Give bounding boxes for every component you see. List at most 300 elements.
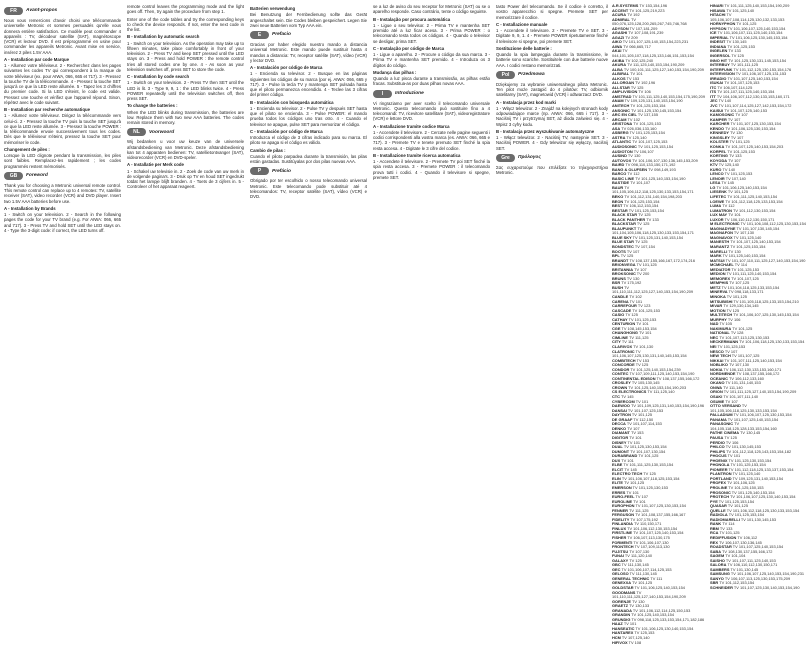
brand-name: PHONOLA xyxy=(710,462,730,468)
paragraph: Cuando el piloto parpadea durante la transmisión, las pilas están gastadas. Sustitúyalas por dos pilas nuevas AAA. xyxy=(250,153,367,164)
brand-name: ICE xyxy=(710,30,717,36)
brand-codes: TV 137,155 xyxy=(636,112,658,118)
brand-name: GELOSO xyxy=(612,571,629,577)
brand-codes: TV 101,107,125 xyxy=(730,353,760,359)
brand-codes: TV 107,140 xyxy=(724,175,746,181)
brand-codes: TV 101,107,125,140,153,154 xyxy=(632,530,684,536)
brand-name: ASA xyxy=(612,125,621,131)
section-heading: B - Instalação por procura automática xyxy=(373,16,451,22)
brand-codes: TV 101,106,107,125,130,145,153,154 xyxy=(732,312,799,318)
brand-codes: TV 101,112,125,130,153,154,176 xyxy=(732,66,792,72)
brand-name: GORENJE xyxy=(612,598,632,604)
brand-codes: TV 101,125,153 xyxy=(723,171,753,177)
section-heading: A - Installazione tramite codice Marca xyxy=(373,123,450,129)
brand-name: RANK xyxy=(710,521,722,527)
brand-name: ITS xyxy=(710,89,717,95)
brand-name: SAMBERS xyxy=(710,566,730,572)
brand-codes: TV 192 xyxy=(626,12,640,18)
column-english-dutch xyxy=(127,4,244,668)
brand-codes: TV 106,110,112,130,150,171 xyxy=(723,216,775,222)
language-header-es xyxy=(250,31,367,39)
paragraph: Quando a luz pisca durante a transmissão, as pilhas estão fracas. Substitua-as por duas pilhas novas AAA. xyxy=(373,76,490,87)
brand-name: KENDO xyxy=(710,125,725,131)
brand-codes: TV 107,108,191,239 xyxy=(627,30,664,36)
brand-codes: TV 101,112,131,140,154,198,203 xyxy=(623,193,682,199)
brand-codes: TV 107,130 xyxy=(727,362,750,368)
paragraph: 1 - Allumez votre téléviseur. Dirigez la télécommande vers celui-ci. 2 - Pressez la touche TV puis la touche SET jusqu'à ce que la LED reste allumée. 3 - Pressez la touche POWER : la télécommande envoie successivement tous les codes. Dès que le téléviseur s'éteint, pressez la touche SET pour mémoriser le code. xyxy=(4,113,121,145)
brand-name: DAEWOO xyxy=(612,403,630,409)
brand-codes: TV 101,125 xyxy=(718,530,740,536)
brand-name: AUTOVOX xyxy=(612,157,632,163)
brand-codes: TV 101,106,107,125,140,153,154,190,231 xyxy=(729,571,805,577)
brand-codes: TV 106 xyxy=(726,316,741,322)
brand-name: KENNEDY xyxy=(710,130,730,136)
brand-name: DIGITOR xyxy=(612,434,629,440)
brand-name: GRUNDIG xyxy=(612,616,631,622)
brand-codes: TV 101,125,131,140,153,154 xyxy=(631,234,684,240)
brand-name: KARCHER xyxy=(710,121,730,127)
brand-codes: TV 101,125,153 xyxy=(730,266,760,272)
brand-name: HORNYPHON xyxy=(710,21,736,27)
brand-codes: TV 101 xyxy=(628,434,642,440)
brand-codes: TV 101,106,125,130,140,153,154 xyxy=(634,625,694,631)
brand-codes: TV 101,125,153,154 xyxy=(636,143,674,149)
brand-name: FUNAI xyxy=(612,553,624,559)
brand-name: KORTING xyxy=(710,153,728,159)
brand-name: ELBE xyxy=(612,462,623,468)
brand-codes: TV 111,130,145 xyxy=(628,571,657,577)
brand-name: MARELLI xyxy=(710,248,728,254)
brand-codes: TV 107,125,140 xyxy=(620,635,650,641)
brand-codes: TV 101,111,125 xyxy=(729,62,759,68)
column-spanish xyxy=(250,4,367,668)
brand-codes: TV 100,101,111,125,127,140,153,154,190,209 xyxy=(622,66,704,72)
brand-name: SAISHO xyxy=(710,557,725,563)
brand-codes: TV 125,153 xyxy=(633,630,655,636)
brand-codes: TV 125,140 xyxy=(625,134,647,140)
brand-name: INTERFUNK xyxy=(710,66,733,72)
brand-codes: TV 101 xyxy=(626,439,641,445)
brand-name: INTERBUY xyxy=(710,62,730,68)
brand-name: PHOENIX xyxy=(710,457,728,463)
brand-codes: TV 101,125 xyxy=(635,262,657,268)
language-title: Avant-propos xyxy=(26,8,58,14)
brand-codes: TV 125 xyxy=(628,557,642,563)
brand-codes: TV 101 xyxy=(634,398,649,404)
brand-name: AUSIND xyxy=(612,153,627,159)
brand-codes: TV 098,118,133,171 xyxy=(727,289,764,295)
brand-codes: TV 125 xyxy=(723,434,737,440)
brand-name: KOLSTER xyxy=(710,139,729,145)
brand-name: NESCO xyxy=(710,348,724,354)
brand-name: REX xyxy=(710,539,718,545)
brand-name: AUDIOTON xyxy=(612,148,633,154)
brand-codes: TV 101,104,105,106,118,125,130,133,153,154,171 xyxy=(612,225,694,236)
paragraph: 1 - Włącz telewizor. 2 - Znajdź na kolejnych stronach kody odpowiadające marce (np. AIWA: 066, 665 i 717). 3 - Naciśnij TV i przytrzymaj SET, aż dioda zaświeci się. 4 - Wpisz 3 cyfry kodu. xyxy=(496,105,608,127)
language-header-pt xyxy=(250,167,367,175)
brand-name: GENERAL TECHNIC xyxy=(612,575,650,581)
brand-codes: TV 098,118,125,133,153,154,171,182,186 xyxy=(630,616,705,622)
brand-name: BESTAR xyxy=(612,207,628,213)
brand-codes: TV 153 xyxy=(625,75,640,81)
brand-name: RCA xyxy=(710,530,719,536)
language-badge: E xyxy=(250,31,269,39)
brand-name: MARK xyxy=(710,253,722,259)
brand-name: ERRES xyxy=(612,489,626,495)
brand-codes: TV 050,076,125,128,200,265,267,745,746,768 xyxy=(612,16,687,27)
brand-codes: TV 101,107,110,111,125,127,140,153,154,190 xyxy=(724,257,806,263)
brand-code-entry xyxy=(612,641,707,646)
brand-codes: TV 110,150,171 xyxy=(632,521,662,527)
brand-name: ARC EN CIEL xyxy=(612,112,637,118)
brand-codes: TV 153 xyxy=(635,357,650,363)
language-title: Prefacio xyxy=(272,32,291,38)
brand-name: SBR xyxy=(710,580,719,586)
brand-codes: TV 098,110,133,150,171,192 xyxy=(624,162,676,168)
brand-codes: TV 101,125,130,153,154 xyxy=(622,444,667,450)
language-title: Voorwoord xyxy=(149,129,175,135)
brand-name: BASTIDE xyxy=(612,180,630,186)
language-badge: FR xyxy=(4,7,23,15)
brand-name: ALKOS xyxy=(612,75,626,81)
brand-codes: TV 101,112,153,154 xyxy=(718,580,755,586)
brand-name: CTC xyxy=(612,394,620,400)
paragraph: Introduzca el código de 3 cifras indicado para su marca. El piloto se apaga si el código es válido. xyxy=(250,135,367,146)
brand-name: ARISTONA xyxy=(612,121,633,127)
brand-name: ROADSTAR xyxy=(710,544,732,550)
brand-codes: TV 130 xyxy=(727,248,741,254)
paragraph: Σας ευχαριστούμε που επιλέξατε το τηλεχειριστήριο Metronic. xyxy=(496,164,608,175)
brand-name: KINGSLEY xyxy=(710,134,730,140)
brand-codes: TV 101 xyxy=(727,212,741,218)
brand-codes: TV 101,107,125,140,153,154 xyxy=(726,416,779,422)
section-heading: To change the batteries : xyxy=(127,103,178,109)
brand-name: BLACKSTAR xyxy=(612,221,636,227)
brand-name: MAGNADYNE xyxy=(710,225,736,231)
language-header-pl xyxy=(496,71,608,79)
brand-name: PANASONIC xyxy=(710,421,734,427)
brand-codes: TV 101,125,153 xyxy=(726,148,755,154)
brand-name: MANESTH xyxy=(710,239,730,245)
paragraph: Gracias por haber elegido nuestro mando a distancia universal Metronic. Este mando puede sustituir hasta 4 mandos a distancia: TV, receptor satélite (SAT), vídeo (VCR) y lector DVD. xyxy=(250,42,367,63)
brand-codes: TV 101,125,130,153 xyxy=(631,484,668,490)
brand-codes: TV 106 xyxy=(724,439,739,445)
brand-codes: TV 101,106,107,125,130,153,154 xyxy=(732,412,792,418)
paragraph: 1 - Włącz telewizor. 2 - Naciśnij TV, następnie SET. 3 - Naciśnij POWER. 4 - Gdy telewizor się wyłączy, naciśnij SET. xyxy=(496,135,608,151)
brand-codes: TV 101,106,107,130,136,145,153,209 xyxy=(631,157,698,163)
brand-codes: TV 101,125,140 xyxy=(725,7,755,13)
brand-name: DENKO xyxy=(612,425,627,431)
section-heading: B - Instalación con búsqueda automática xyxy=(250,99,334,105)
brand-name: OKANO xyxy=(710,380,725,386)
brand-name: BAIRD xyxy=(612,162,625,168)
brand-codes: TV 101,107,111,140 xyxy=(722,394,759,400)
brand-codes: TV 106,110,112,130,150,171 xyxy=(726,562,778,568)
brand-name: CARENA xyxy=(612,298,629,304)
brand-codes: TV 101,112,130,153,154 xyxy=(731,207,776,213)
brand-codes: TV 145 xyxy=(720,180,734,186)
paragraph: When the LED blinks during transmission, the batteries are low. Replace them with two new AAA batteries. The codes remain stored in memory. xyxy=(127,109,244,125)
brand-name: FINLANDIA xyxy=(612,521,633,527)
brand-codes: TV 101,125,153 xyxy=(632,121,661,127)
brand-name: AIKO xyxy=(612,39,622,45)
brand-codes: TV 101 xyxy=(628,298,643,304)
brand-name: BLUE SKY xyxy=(612,234,632,240)
brand-codes: TV 105,130,145 xyxy=(630,380,660,386)
brand-name: FENNER xyxy=(612,507,628,513)
brand-codes: TV 101,125,153,154 xyxy=(729,243,766,249)
brand-name: ASTRA xyxy=(612,134,626,140)
brand-codes: TV 140 xyxy=(721,166,736,172)
brand-codes: TV 104,105,118,125,128,133,153,154,160 xyxy=(710,421,777,431)
brand-name: ANAM xyxy=(612,98,624,104)
brand-codes: TV 101,106,107,125,130,140,153,154 xyxy=(729,494,796,500)
brand-codes: TV 107,175,192 xyxy=(629,516,658,522)
brand-name: DISNEY xyxy=(612,439,627,445)
brand-codes: TV 125 xyxy=(633,239,648,245)
brand-name: PROFEX xyxy=(710,480,726,486)
brand-codes: TV 107,109,111,125,140,153,154,190 xyxy=(628,371,695,377)
brand-name: ARCAM xyxy=(612,116,627,122)
brand-codes: TV 101,125 xyxy=(631,580,653,586)
section-heading: B - Installation by automatic search xyxy=(127,34,200,40)
brand-name: FUJITSU xyxy=(612,548,629,554)
brand-codes: TV 101,130,145,153 xyxy=(724,444,761,450)
brand-name: PAUSA xyxy=(710,434,724,440)
brand-codes: TV 101,106,107,114,125,153 xyxy=(620,566,672,572)
brand-codes: TV 108 xyxy=(627,639,642,645)
brand-name: NAD xyxy=(710,321,719,327)
brand-name: HANSEATIC xyxy=(612,625,635,631)
section-heading: B - Installazione tramite ricerca automatica xyxy=(373,152,461,158)
brand-name: CLATRONIC xyxy=(612,348,635,354)
language-badge: P xyxy=(250,167,269,175)
brand-codes: TV 101,125 xyxy=(637,453,659,459)
brand-codes: TV 107 xyxy=(727,157,741,163)
brand-name: A.R.SYSTEMS xyxy=(612,4,639,8)
brand-codes: TV 106,112 xyxy=(736,534,758,540)
brand-codes: TV 101,125,219,223 xyxy=(628,7,665,13)
brand-codes: TV 101,107,114,153 xyxy=(625,421,662,427)
brand-codes: TV 107 xyxy=(724,398,738,404)
brand-name: ITC xyxy=(710,84,717,90)
brand-codes: TV 101,107,111,125,140,153 xyxy=(724,557,776,563)
brand-codes: TV 101,125,130,145,153,154 xyxy=(629,107,682,113)
brand-codes: TV 111,125,140,153,154,190,209 xyxy=(626,62,685,68)
brand-name: ADYSON xyxy=(612,25,629,31)
brand-codes: TV 101 xyxy=(635,321,649,327)
section-heading: B - Installation par recherche automatique xyxy=(4,107,90,112)
brand-name: NATIONAL xyxy=(710,330,730,336)
brand-codes: TV 101,125,140,153,154,190,203 xyxy=(627,384,687,390)
brand-name: CENTURION xyxy=(612,321,636,327)
brand-codes: TV 101 xyxy=(625,489,639,495)
brand-name: PALLADIUM xyxy=(710,412,733,418)
brand-name: PATHE CINEMA xyxy=(710,430,740,436)
brand-name: BRITANNIA xyxy=(612,266,634,272)
brand-name: KAMOSONIC xyxy=(710,112,735,118)
brand-name: BASIC LINE xyxy=(612,175,635,181)
brand-codes: TV 101,125 xyxy=(623,480,645,486)
brand-codes: TV 106,112,130,133,153,160,171 xyxy=(722,366,782,372)
brand-name: PORTLAND xyxy=(710,475,732,481)
brand-name: ONWA xyxy=(710,384,723,390)
brand-codes: TV 107,109,113,130 xyxy=(633,544,670,550)
brand-name: DE GRAAF xyxy=(612,416,633,422)
brand-name: INGERSOL xyxy=(710,53,731,59)
brand-name: CASCADE xyxy=(612,307,632,313)
brand-codes: TV 108,145,153,154 xyxy=(620,325,657,331)
brand-codes: TV 101,125 xyxy=(726,503,749,509)
brand-name: BUSH xyxy=(612,284,624,290)
brand-name: AIWA xyxy=(612,43,623,49)
brand-name: LOEWE xyxy=(710,198,725,204)
brand-name: RADIOMARELLI xyxy=(710,516,740,522)
brand-name: GOODMANS xyxy=(612,589,636,595)
brand-name: RADIOLA xyxy=(710,512,728,518)
brand-name: LUMATRON xyxy=(710,207,732,213)
brand-codes: TV 133 xyxy=(718,525,733,531)
section-heading: C - Installazione manuale xyxy=(496,21,548,27)
brand-codes: TV 101,107,125,140,153,154,203 xyxy=(724,143,784,149)
brand-name: CYBERCOM xyxy=(612,398,635,404)
brand-codes: TV 098,149,193 xyxy=(647,166,676,172)
brand-name: CROSLEY xyxy=(612,380,631,386)
brand-codes: TV 101 xyxy=(622,621,637,627)
brand-codes: TV 153 xyxy=(629,430,644,436)
brand-name: HISAWA xyxy=(710,7,726,13)
brand-codes: TV 125 xyxy=(642,471,656,477)
section-heading: Cambio de pilas : xyxy=(250,147,286,153)
brand-codes: TV 101,111,125,130,153,154 xyxy=(622,462,674,468)
brand-name: INTERVISION xyxy=(710,71,735,77)
column-italian-polish xyxy=(496,4,608,668)
brand-codes: TV 101,106,118,125,130,133,153,154 xyxy=(738,339,805,345)
brand-codes: TV 111,130,145 xyxy=(620,562,649,568)
brand-name: AKIBA xyxy=(612,57,625,63)
brand-codes: TV 101,107,125,153 xyxy=(631,139,668,145)
section-heading: A - Instalacja przez kod marki xyxy=(496,99,557,105)
brand-name: BROKSONIC xyxy=(612,271,636,277)
brand-codes: TV 106,112,153,154 xyxy=(622,203,659,209)
brand-codes: TV 101,107,114,125,127,142,153,154,172 xyxy=(717,103,792,109)
brand-codes: TV 101 xyxy=(726,453,741,459)
brand-codes: TV 101,107,125,140,153,154 xyxy=(726,75,778,81)
brand-name: CLARIVOX xyxy=(612,344,633,350)
brand-name: BLAUPUNKT xyxy=(612,225,637,231)
brand-name: PHILIPS xyxy=(710,448,726,454)
paragraph: 1 - Accendete il televisore. 2 - Cercate nelle pagine seguenti i codici corrispondenti alla vostra marca (es. AIWA: 066, 665 e 717). 3 - Premete TV e tenete premuto SET finché la spia resta accesa. 4 - Digitate le 3 cifre del codice. xyxy=(373,129,490,151)
brand-codes: TV 101,106,107,118,125,153,154 xyxy=(620,475,680,481)
brand-name: QUELLE xyxy=(710,507,726,513)
brand-name: MATSUI xyxy=(710,257,725,263)
brand-codes: TV 101,106,125,130,153,154 xyxy=(724,125,776,131)
brand-name: RBM xyxy=(710,525,719,531)
brand-codes: TV 101,107,130,145,154 xyxy=(735,225,780,231)
brand-name: EUROLINE xyxy=(612,498,633,504)
language-header-it xyxy=(373,90,490,98)
brand-name: ISUKAI xyxy=(710,80,724,86)
brand-codes: TV 128 xyxy=(729,330,744,336)
brand-name: BRIONVEGA xyxy=(612,262,636,268)
brand-name: PLANTRON xyxy=(710,471,732,477)
brand-codes: TV 108,137,155,166,167,172,174,216 xyxy=(628,257,695,263)
brand-name: DUX xyxy=(612,457,621,463)
brand-codes: TV 111,140 xyxy=(722,384,743,390)
brand-name: DECCA xyxy=(612,421,626,427)
brand-name: INDIANA xyxy=(710,43,727,49)
brand-codes: TV 111 xyxy=(620,339,634,345)
brand-name: LIFETEC xyxy=(710,193,727,199)
brand-name: OCEANIC xyxy=(710,375,728,381)
brand-codes: TV 140 xyxy=(717,98,732,104)
brand-name: CITY xyxy=(612,339,621,345)
brand-name: SAMSUNG xyxy=(710,571,730,577)
brand-codes: TV 101,125,130,153,154 xyxy=(727,457,772,463)
brand-codes: TV 107,181,209 xyxy=(628,25,658,31)
brand-name: GRANDIN xyxy=(612,612,631,618)
brand-name: OTTO VERSAND xyxy=(710,403,741,409)
brand-name: HINARI xyxy=(710,4,724,8)
brand-name: ASBERG xyxy=(612,130,629,136)
brand-name: HIFIVOX xyxy=(612,639,628,645)
brand-codes: TV 108,137,155,166,172 xyxy=(655,375,700,381)
brand-name: NEW TECH xyxy=(710,353,731,359)
section-heading: C - Installation by code search xyxy=(127,74,190,79)
paragraph: Vi ringraziamo per aver scelto il telecomando universale Metronic. Questo telecomando può sostituire fino a 4 telecomandi: TV, ricevitore satellitare (SAT), videoregistratore (VCR) e lettore DVD. xyxy=(373,100,490,122)
brand-name: PIONEER xyxy=(710,466,728,472)
brand-codes: TV 130 xyxy=(729,130,743,136)
brand-name: ELECTRO TECH xyxy=(612,471,643,477)
brand-name: GALAXY xyxy=(612,557,629,563)
brand-name: BOOTS xyxy=(612,248,626,254)
brand-codes: TV 101,111,125,127,140,153,154,190,209 xyxy=(722,389,797,395)
brand-name: LUMA xyxy=(710,203,722,209)
brand-codes: TV 104,106,107,112,130,133,153,160,171 xyxy=(715,93,790,99)
section-heading: C - Instalação por código de Marca xyxy=(373,45,445,51)
brand-name: CASIO xyxy=(612,312,625,318)
brand-codes: TV 111,125,140 xyxy=(646,389,675,395)
brand-codes: TV 101,130,145 xyxy=(729,566,759,572)
language-title: Introduzione xyxy=(395,90,424,96)
brand-name: ALBIRAL xyxy=(612,71,630,77)
brand-codes: TV 130,145 xyxy=(725,39,747,45)
brand-codes: TV 192,196 xyxy=(634,80,656,86)
paragraph: 1 - Encienda su televisor. 2 - Busque en las páginas siguientes los códigos de su marca (por ej. AIWA: 066, 665 y 717). 3 - Pulse la tecla TV y mantenga SET pulsada hasta que el piloto permanezca encendido. 4 - Teclee las 3 cifras del primer código. xyxy=(250,71,367,98)
brand-codes: TV 102 xyxy=(628,294,642,299)
brand-codes: TV 101,107,125 xyxy=(730,275,759,281)
brand-name: ACURA xyxy=(612,12,627,18)
brand-codes: TV 107 xyxy=(633,266,647,272)
brand-name: ALLORGAN xyxy=(612,80,635,86)
brand-codes: TV 102,125,240 xyxy=(624,57,654,63)
brand-name: SAGEM xyxy=(710,553,725,559)
section-heading: Changement de piles : xyxy=(4,146,50,152)
brand-name: MCMICHAEL xyxy=(710,262,734,268)
brand-name: IMPERIAL xyxy=(710,34,729,40)
brand-codes: TV 133 xyxy=(727,153,742,159)
brand-codes: TV 101 xyxy=(620,457,634,463)
language-badge: GB xyxy=(4,172,23,180)
brand-codes: TV 101,125,140,153,154 xyxy=(721,253,766,259)
brand-codes: TV 101,106,107,111,125,140,153,154 xyxy=(716,30,783,36)
brand-codes: TV 101,112,118,125,143,153,154,182 xyxy=(725,448,792,454)
brand-name: CONDOR xyxy=(612,366,630,372)
brand-codes: TV 107 xyxy=(729,134,744,140)
paragraph: remote control leaves the programming mode and the light goes off. Then, try again the procedure from step 1. xyxy=(127,4,244,15)
paragraph: Obrigado por ter escolhido o nosso telecomando universal Metronic. Este telecomando pode substituir até 4 telecomandos: TV, receptor satélite (SAT), vídeo (VCR) e DVD. xyxy=(250,178,367,199)
brand-codes: TV 101,106,112,130,153,154 xyxy=(626,525,678,531)
